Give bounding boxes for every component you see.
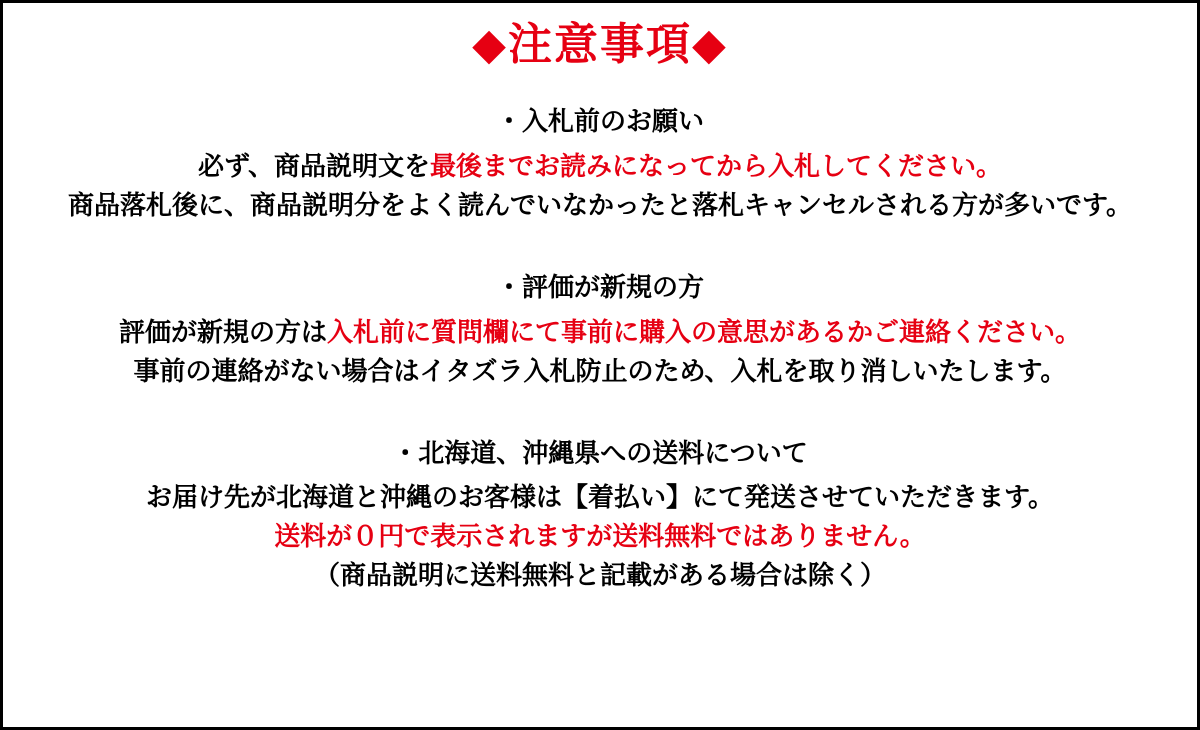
section-heading: ・評価が新規の方 (495, 272, 704, 303)
line-segment: 評価が新規の方は (118, 316, 327, 347)
line-segment: 事前の連絡がない場合はイタズラ入札防止のため、入札を取り消しいたします。 (133, 355, 1067, 386)
line-segment: 必ず、商品説明文を (198, 151, 430, 182)
notice-line (11, 147, 1189, 186)
line-segment-emphasis: 最後までお読みになってから入札してください。 (429, 151, 1002, 182)
page-title: ◆注意事項◆ (472, 20, 728, 69)
notice-line (11, 556, 1189, 595)
line-segment-emphasis: 送料が０円で表示されますが送料無料ではありません。 (274, 521, 926, 552)
notice-line (11, 517, 1189, 556)
line-segment: お届け先が北海道と沖縄のお客様は【着払い】にて発送させていただきます。 (146, 482, 1054, 513)
line-segment: （商品説明に送料無料と記載がある場合は除く） (313, 560, 886, 591)
line-segment-emphasis: 入札前に質問欄にて事前に購入の意思があるかご連絡ください。 (327, 316, 1082, 347)
line-segment: 商品落札後に、商品説明分をよく読んでいなかったと落札キャンセルされる方が多いです。 (68, 190, 1132, 221)
section-heading: ・入札前のお願い (495, 106, 704, 137)
notice-line (11, 478, 1189, 517)
notice-line (11, 352, 1189, 391)
notice-body (3, 3, 1197, 727)
section-heading: ・北海道、沖縄県への送料について (392, 437, 808, 468)
section-bid-request (11, 73, 1189, 225)
section-new-rating (11, 269, 1189, 391)
notice-line (11, 186, 1189, 225)
section-shipping-hokkaido-okinawa (11, 435, 1189, 596)
notice-line (11, 313, 1189, 352)
